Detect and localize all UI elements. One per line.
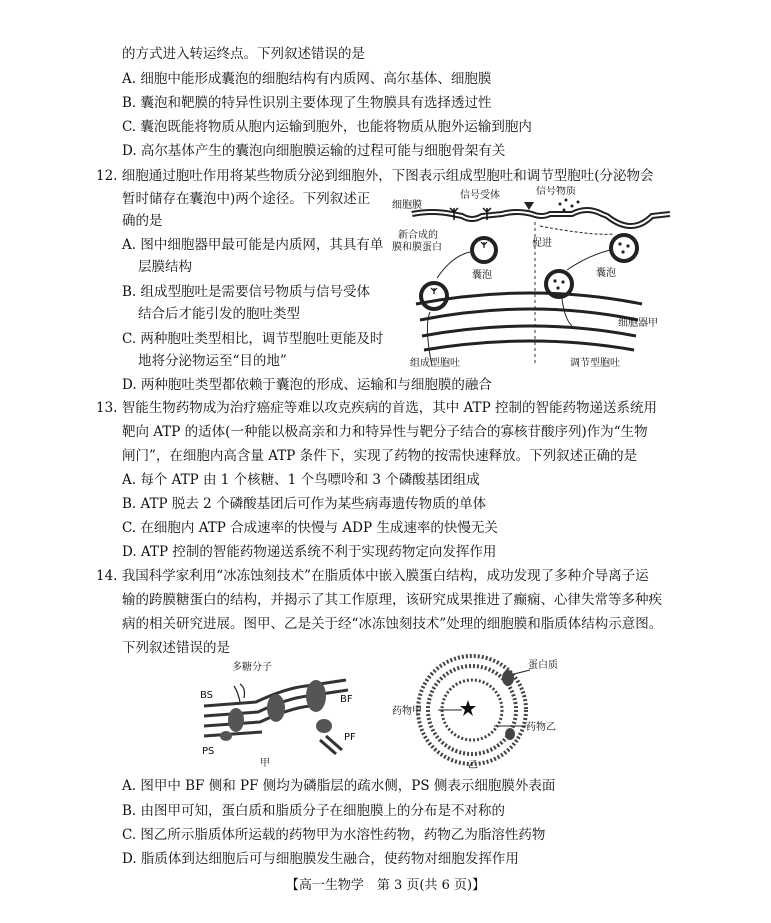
q14-stem: 病的相关研究进展。图甲、乙是关于经“冰冻蚀刻技术”处理的细胞膜和脂质体结构示意图。 [122,616,663,632]
q13-option-c: C. 在细胞内 ATP 合成速率的快慢与 ADP 生成速率的快慢无关 [122,520,498,536]
membrane-diagram [196,658,368,768]
q14-stem: 下列叙述错误的是 [122,640,230,656]
page-footer: 【高一生物学 第 3 页(共 6 页)】 [285,878,486,893]
option-b: B. 囊泡和靶膜的特异性识别主要体现了生物膜具有选择透过性 [122,95,492,111]
option-c: C. 囊泡既能将物质从胞内运输到胞外，也能将物质从胞外运输到胞内 [122,119,532,135]
label-ps: PS [202,746,215,757]
label-drug-b: 药物乙 [526,722,556,733]
q12-option-d: D. 两种胞吐类型都依赖于囊泡的形成、运输和与细胞膜的融合 [122,377,492,393]
label-promote: 促进 [532,238,552,249]
exocytosis-diagram [392,186,670,374]
label-figure-b: 乙 [468,760,478,770]
label-vesicle-right: 囊泡 [596,268,616,279]
q13-option-a: A. 每个 ATP 由 1 个核糖、1 个鸟嘌呤和 3 个磷酸基团组成 [122,472,480,488]
liposome-diagram [390,654,570,770]
label-drug-a: 药物甲 [392,706,422,717]
label-new-protein: 膜和膜蛋白 [392,242,442,253]
q14-option-c: C. 图乙所示脂质体所运载的药物甲为水溶性药物，药物乙为脂溶性药物 [122,827,546,843]
q13-option-d: D. ATP 控制的智能药物递送系统不利于实现药物定向发挥作用 [122,544,497,560]
label-sugar: 多糖分子 [232,662,272,673]
intro-line: 的方式进入转运终点。下列叙述错误的是 [122,46,365,62]
q12-stem: 12. 细胞通过胞吐作用将某些物质分泌到细胞外，下图表示组成型胞吐和调节型胞吐(分泌物会 [96,168,654,184]
label-figure-a: 甲 [260,758,270,768]
label-bs: BS [200,690,214,701]
label-regulated: 调节型胞吐 [570,358,620,369]
q12-option-a-cont: 层膜结构 [138,259,192,275]
q12-stem: 确的是 [122,213,163,229]
label-vesicle-left: 囊泡 [472,270,492,281]
q13-option-b: B. ATP 脱去 2 个磷酸基团后可作为某些病毒遗传物质的单体 [122,496,487,512]
q14-stem: 输的跨膜糖蛋白的结构，并揭示了其工作原理，该研究成果推进了癫痫、心律失常等多种疾 [122,592,662,608]
q12-option-b-cont: 结合后才能引发的胞吐类型 [138,306,300,322]
q12-option-a: A. 图中细胞器甲最可能是内质网，其具有单 [122,237,384,253]
q13-stem: 闸门”，在细胞内高含量 ATP 条件下，实现了药物的按需快速释放。下列叙述正确的是 [122,448,638,464]
label-new-protein: 新合成的 [398,230,438,241]
label-receptor: 信号受体 [460,190,500,201]
q13-stem: 13. 智能生物药物成为治疗癌症等难以攻克疾病的首选，其中 ATP 控制的智能药物递送系统用 [96,400,657,416]
label-membrane: 细胞膜 [392,200,422,211]
label-constitutive: 组成型胞吐 [410,358,460,369]
label-protein: 蛋白质 [528,660,558,671]
q12-stem: 暂时储存在囊泡中)两个途径。下列叙述正 [122,191,371,207]
q14-option-b: B. 由图甲可知，蛋白质和脂质分子在细胞膜上的分布是不对称的 [122,803,506,819]
q13-stem: 靶向 ATP 的适体(一种能以极高亲和力和特异性与靶分子结合的寡核苷酸序列)作为“生物 [122,424,648,440]
q14-option-a: A. 图甲中 BF 侧和 PF 侧均为磷脂层的疏水侧，PS 侧表示细胞膜外表面 [122,778,556,794]
q14-stem: 14. 我国科学家利用“冰冻蚀刻技术”在脂质体中嵌入膜蛋白结构，成功发现了多种介导离子运 [96,568,649,584]
label-signal: 信号物质 [536,186,576,197]
q12-option-c-cont: 地将分泌物运至“目的地” [138,353,287,369]
q12-option-b: B. 组成型胞吐是需要信号物质与信号受体 [122,284,371,300]
option-d: D. 高尔基体产生的囊泡向细胞膜运输的过程可能与细胞骨架有关 [122,143,506,159]
label-pf: PF [344,732,356,743]
label-organelle: 细胞器甲 [618,318,658,329]
option-a: A. 细胞中能形成囊泡的细胞结构有内质网、高尔基体、细胞膜 [122,71,492,87]
q14-option-d: D. 脂质体到达细胞后可与细胞膜发生融合，使药物对细胞发挥作用 [122,851,519,867]
q12-option-c: C. 两种胞吐类型相比，调节型胞吐更能及时 [122,331,384,347]
label-bf: BF [340,694,353,705]
